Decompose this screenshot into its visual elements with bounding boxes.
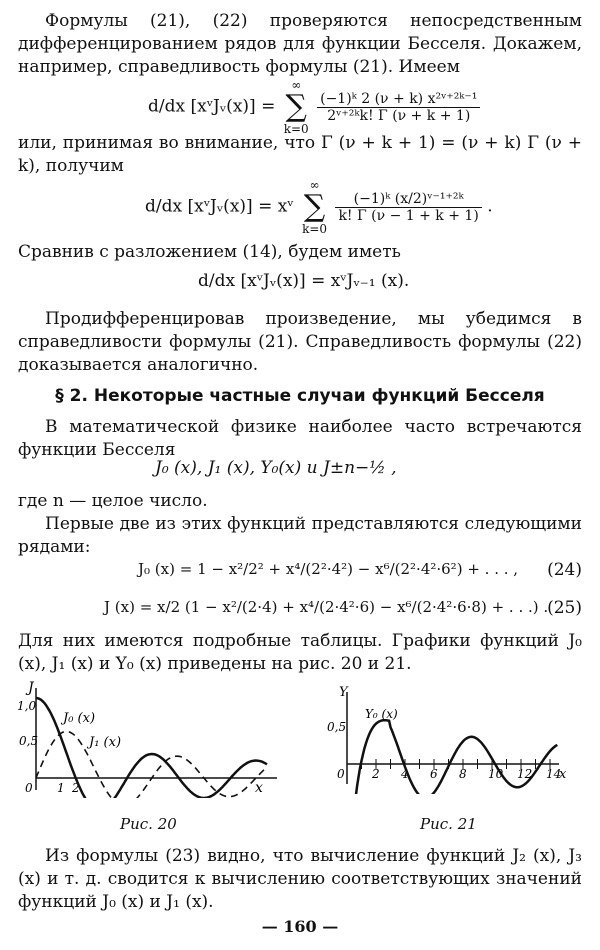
fig21-xtick-label: 2 [372,767,380,781]
equation-25-number: (25) [547,598,582,618]
eq2-fraction [335,191,481,224]
fig21-xtick-label: 12 [517,767,533,781]
eq1-sum: ∞ ∑ k=0 [283,78,309,136]
fig21-ylabel: Y [339,685,348,700]
paragraph-3: Сравнив с разложением (14), будем иметь [18,242,401,262]
fig20-origin: 0 [25,781,33,795]
fig21-xtick-label: 8 [459,767,467,781]
equation-2: d/dx [xᵛJᵥ(x)] = xᵛ ∞ ∑ k=0 $\frac{\text{(−1)ᵏ (x/2)ᵛ⁻¹⁺²ᵏ}}{k! \Gamma (\nu - 1 + k + 1)}$ . [145,178,493,236]
figure-21 [315,684,585,794]
equation-1 [148,78,480,136]
figure-20 [15,678,290,798]
fig21-xtick-label: 4 [401,767,409,781]
fig21-xtick-label: 14 [546,767,562,781]
fig20-j1-label: J₁ (x) [89,735,122,750]
fig20-xtick-1: 1 [57,781,65,795]
eq1-numerator: (−1)ᵏ 2 (ν + k) x²ᵛ⁺²ᵏ⁻¹ [317,91,480,108]
eq2-lhs: d/dx [xᵛJᵥ(x)] = xᵛ [145,196,294,217]
equation-24-number: (24) [547,560,582,580]
fig20-j0-label: J₀ (x) [63,711,96,726]
fig20-ytick-2: 0,5 [19,734,39,748]
intro-paragraph: Формулы (21), (22) проверяются непосредственным дифференцированием рядов для функции Бесселя. Докажем, например, справедливость формулы (21). Имеем [18,11,582,77]
paragraph-7: Первые две из этих функций представляются следующими рядами: [18,514,582,557]
fig21-caption: Рис. 21 [420,815,477,833]
equation-24: J₀ (x) = 1 − x²/2² + x⁴/(2²·4²) − x⁶/(2²·4²·6²) + . . . , [138,560,519,578]
equation-25: J (x) = x/2 (1 − x²/(2·4) + x⁴/(2·4²·6) − x⁶/(2·4²·6·8) + . . .) . [104,598,549,616]
fig21-y0-label: Y₀ (x) [365,707,398,721]
eq1-fraction [317,91,480,124]
paragraph-9: Из формулы (23) видно, что вычисление функций J₂ (x), J₃ (x) и т. д. сводится к вычислению соответствующих значений функций J₀ (x) и J₁ (x). [18,846,582,912]
eq2-denominator: k! Γ (ν − 1 + k + 1) [338,207,479,224]
fig20-xlabel: x [255,780,263,796]
page-number: — 160 — [261,917,339,936]
fig20-caption: Рис. 20 [120,815,177,833]
fig20-ylabel: J [28,680,34,696]
functions-list: J₀ (x), J₁ (x), Y₀(x) и J±n−½ , [155,458,397,478]
eq2-sum: ∞ ∑ k=0 [302,178,328,236]
fig21-ytick: 0,5 [327,720,347,734]
fig21-xtick-label: 10 [488,767,504,781]
paragraph-6: где n — целое число. [18,491,208,511]
fig21-y0-curve [350,720,557,794]
paragraph-5: В математической физике наиболее часто встречаются функции Бесселя [18,417,582,460]
fig21-xlabel: x [559,767,567,782]
fig20-xtick-2: 2 [72,781,80,795]
fig21-xtick-label: 6 [430,767,438,781]
fig21-origin: 0 [337,767,345,781]
eq1-lhs: d/dx [xᵛJᵥ(x)] = [148,96,276,117]
section-title: § 2. Некоторые частные случаи функций Бесселя [55,386,545,406]
paragraph-2: или, принимая во внимание, что Γ (ν + k + 1) = (ν + k) Γ (ν + k), получим [18,133,582,176]
paragraph-8: Для них имеются подробные таблицы. Графики функций J₀ (x), J₁ (x) и Y₀ (x) приведены на рис. 20 и 21. [18,631,582,674]
equation-3: d/dx [xᵛJᵥ(x)] = xᵛJᵥ₋₁ (x). [198,271,410,291]
fig20-ytick-1: 1,0 [17,699,37,713]
eq1-denominator: 2ᵛ⁺²ᵏk! Γ (ν + k + 1) [327,107,471,124]
paragraph-4: Продифференцировав произведение, мы убедимся в справедливости формулы (21). Справедливость формулы (22) доказывается аналогично. [18,309,582,375]
eq2-numerator: (−1)ᵏ (x/2)ᵛ⁻¹⁺²ᵏ [335,191,481,208]
